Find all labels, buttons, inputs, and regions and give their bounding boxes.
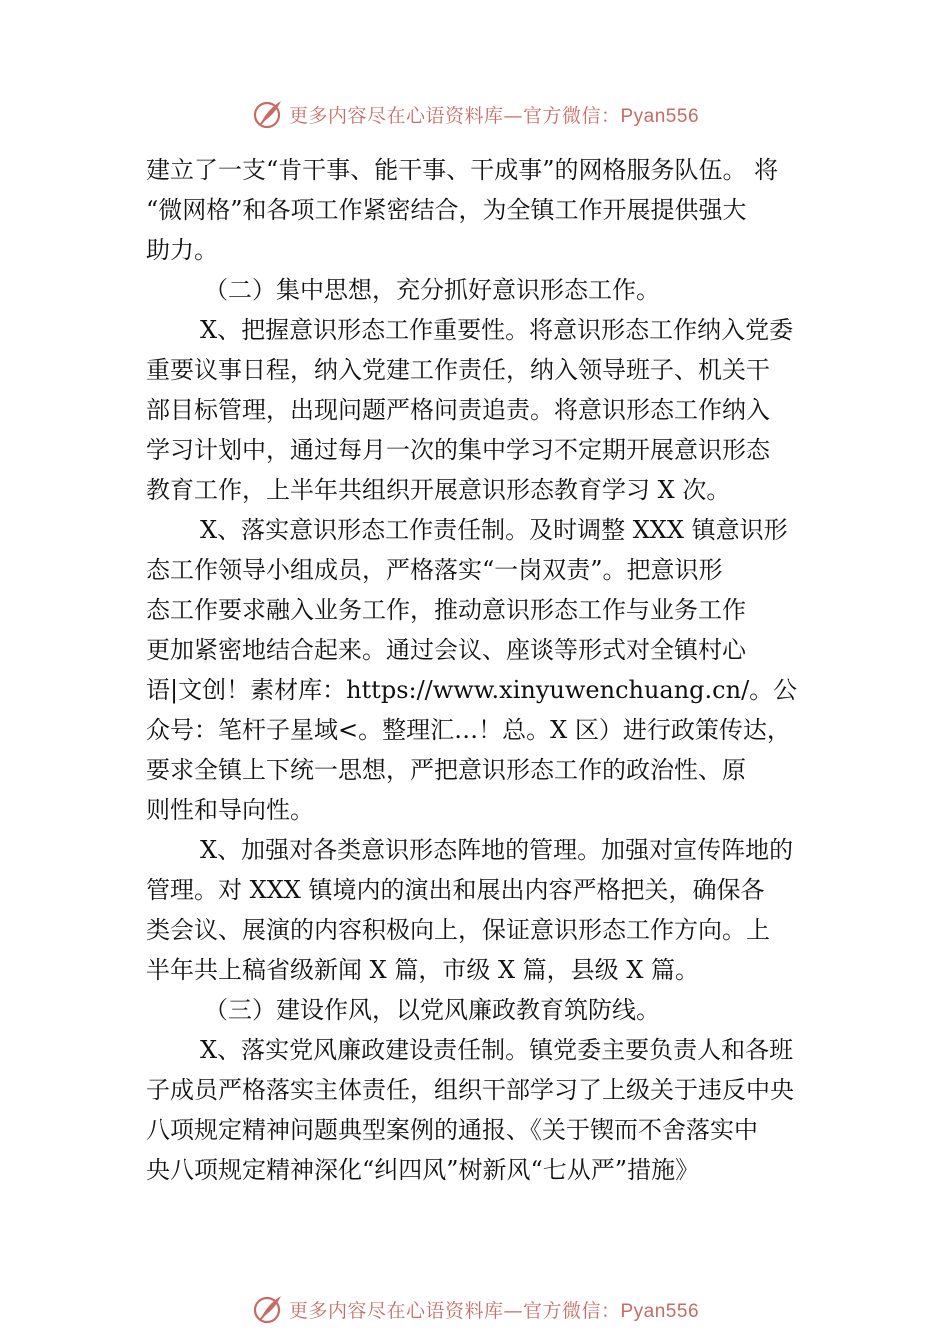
text-line: X、把握意识形态工作重要性。将意识形态工作纳入党委 [200,316,794,344]
text-line: （二）集中思想，充分抓好意识形态工作。 [204,276,660,304]
banner-title: 更多内容尽在心语资料库 [288,104,504,127]
banner-wechat-id: Pyan556 [620,105,700,127]
quill-feather-logo-icon [251,97,285,131]
text-line: 建立了一支“肯干事、能干事、干成事”的网格服务队伍。 将 [146,156,779,184]
text-line: 类会议、展演的内容积极向上，保证意识形态工作方向。上 [146,916,770,944]
banner-dash: — [503,1299,523,1322]
text-line: 则性和导向性。 [146,796,314,824]
text-line: 众号：笔杆子星域<。整理汇…！总。X 区）进行政策传达， [146,716,791,744]
text-line: 教育工作，上半年共组织开展意识形态教育学习 X 次。 [146,476,731,504]
text-line: 八项规定精神问题典型案例的通报、《关于锲而不舍落实中 [146,1116,758,1144]
text-line: 态工作要求融入业务工作，推动意识形态工作与业务工作 [146,596,746,624]
banner-wechat-id: Pyan556 [620,1300,700,1322]
text-line: 语|文创！素材库：https://www.xinyuwenchuang.cn/。公 [146,676,798,704]
document-body [146,150,826,1190]
text-line: 助力。 [146,236,218,264]
text-line: 管理。对 XXX 镇境内的演出和展出内容严格把关，确保各 [146,876,765,904]
text-line: 子成员严格落实主体责任，组织干部学习了上级关于违反中央 [146,1076,794,1104]
text-line: 半年共上稿省级新闻 X 篇，市级 X 篇，县级 X 篇。 [146,956,700,984]
text-line: 态工作领导小组成员，严格落实“一岗双责”。把意识形 [146,556,723,584]
banner-dash: — [503,104,523,127]
banner-text [289,1296,699,1323]
text-line: X、加强对各类意识形态阵地的管理。加强对宣传阵地的 [200,836,794,864]
text-line: X、落实意识形态工作责任制。及时调整 XXX 镇意识形 [200,516,788,544]
text-line: 重要议事日程，纳入党建工作责任，纳入领导班子、机关干 [146,356,770,384]
text-line: （三）建设作风，以党风廉政教育筑防线。 [204,996,660,1024]
banner-wechat-label: 官方微信： [522,1299,621,1322]
banner-text [289,101,699,128]
footer-banner [0,1289,950,1329]
text-line: 更加紧密地结合起来。通过会议、座谈等形式对全镇村心 [146,636,746,664]
banner-wechat-label: 官方微信： [522,104,621,127]
text-line: 部目标管理，出现问题严格问责追责。将意识形态工作纳入 [146,396,770,424]
banner-title: 更多内容尽在心语资料库 [288,1299,504,1322]
quill-feather-logo-icon [251,1292,285,1326]
text-line: 要求全镇上下统一思想，严把意识形态工作的政治性、原 [146,756,746,784]
text-line: “微网格”和各项工作紧密结合，为全镇工作开展提供强大 [146,196,747,224]
header-banner [0,94,950,134]
text-line: 央八项规定精神深化“纠四风”树新风“七从严”措施》 [146,1156,700,1184]
text-line: X、落实党风廉政建设责任制。镇党委主要负责人和各班 [200,1036,794,1064]
text-line: 学习计划中，通过每月一次的集中学习不定期开展意识形态 [146,436,770,464]
